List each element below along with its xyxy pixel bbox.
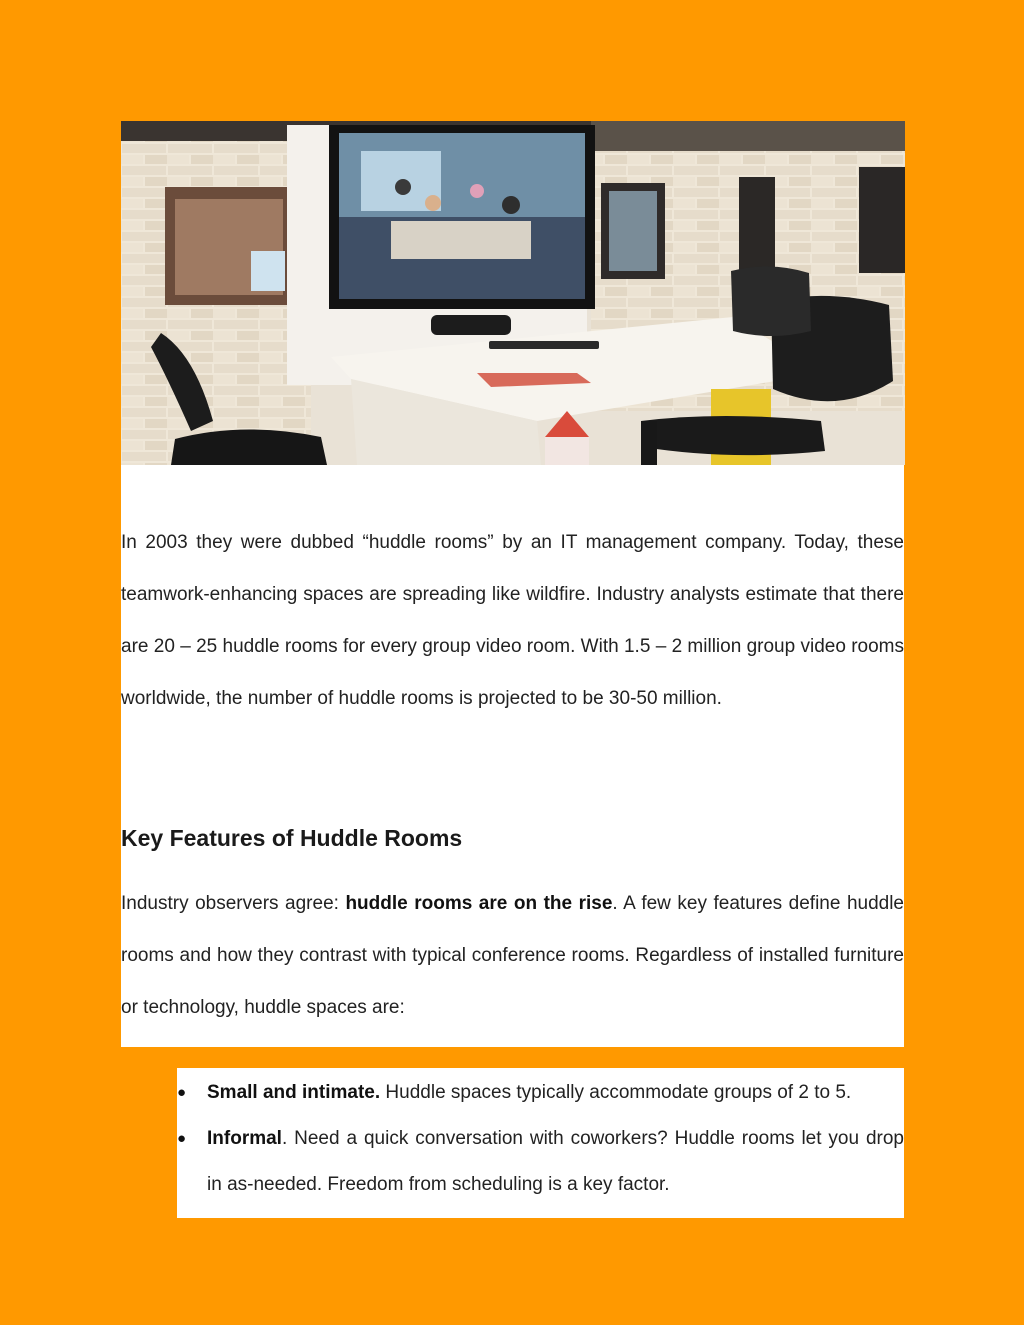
features-intro-text-start: Industry observers agree:	[121, 893, 346, 914]
huddle-room-photo	[121, 121, 905, 465]
list-item-title: Informal	[207, 1128, 282, 1149]
features-intro-emphasis: huddle rooms are on the rise	[345, 893, 613, 914]
features-list	[177, 1068, 904, 1218]
list-item-title: Small and intimate.	[207, 1082, 381, 1103]
list-item-text	[207, 1070, 904, 1116]
list-item	[177, 1116, 904, 1208]
bullet-icon: ●	[177, 1084, 187, 1101]
features-intro-text-end: . A few key features define huddle rooms and how they contrast with typical conference rooms. Regardless of installed furniture or technology, huddle spaces are:	[121, 893, 904, 1018]
section-heading: Key Features of Huddle Rooms	[121, 825, 463, 851]
bullet-icon: ●	[177, 1130, 187, 1147]
list-item-description: Huddle spaces typically accommodate groups of 2 to 5.	[380, 1082, 852, 1103]
intro-paragraph: In 2003 they were dubbed “huddle rooms” by an IT management company. Today, these teamwork-enhancing spaces are spreading like wildfire. Industry analysts estimate that there are 20 – 25 huddle rooms for every group video room. With 1.5 – 2 million group video rooms worldwide, the number of huddle rooms is projected to be 30-50 million.	[121, 532, 904, 709]
features-intro-paragraph	[121, 878, 904, 1034]
list-item	[177, 1070, 904, 1116]
list-item-description: . Need a quick conversation with coworkers? Huddle rooms let you drop in as-needed. Freedom from scheduling is a key factor.	[207, 1128, 904, 1195]
article-text-panel	[121, 465, 904, 1047]
list-item-text	[207, 1116, 904, 1208]
